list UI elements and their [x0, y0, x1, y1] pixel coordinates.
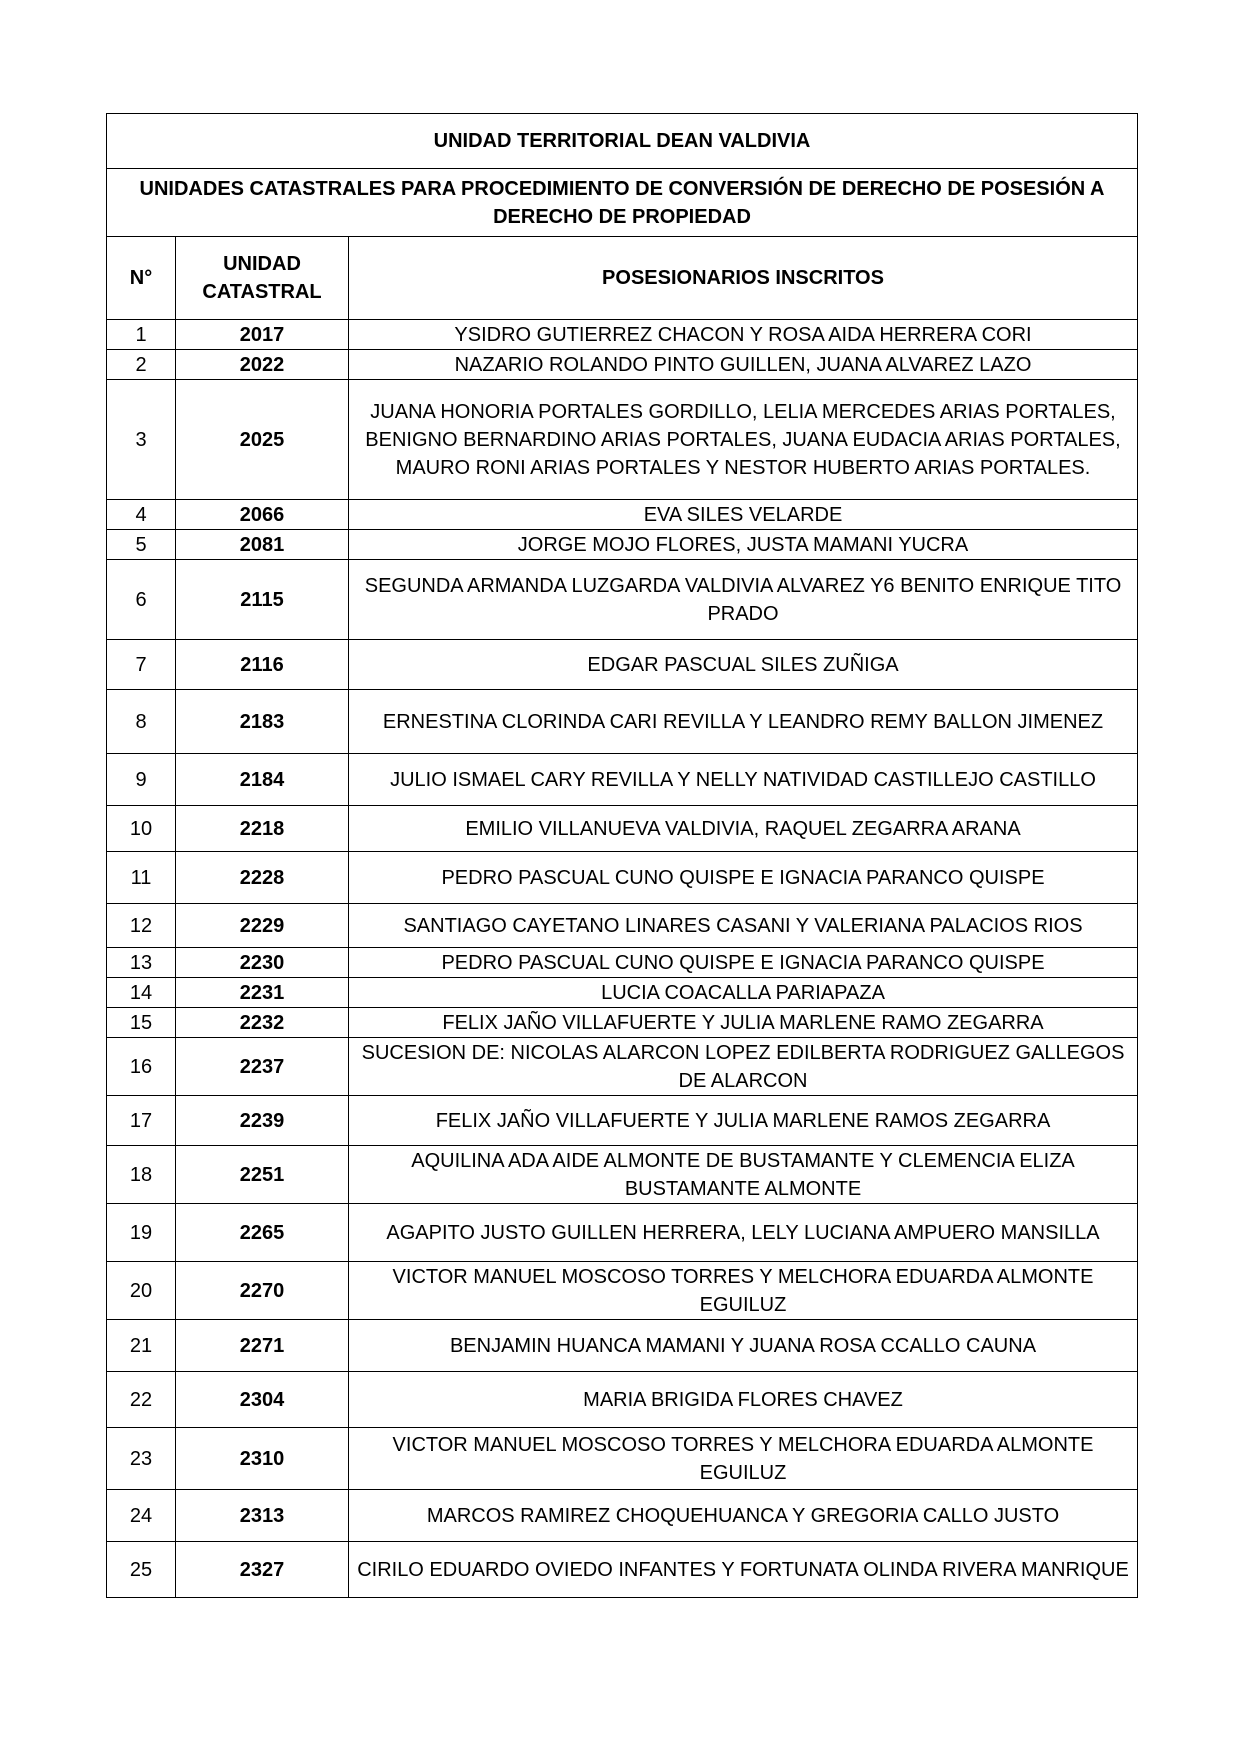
holders-cell: SUCESION DE: NICOLAS ALARCON LOPEZ EDILBERTA RODRIGUEZ GALLEGOS DE ALARCON — [349, 1038, 1138, 1096]
row-number: 6 — [107, 560, 176, 640]
cadastral-unit: 2022 — [176, 350, 349, 380]
table-row — [107, 1320, 1138, 1372]
holders-cell: ERNESTINA CLORINDA CARI REVILLA Y LEANDRO REMY BALLON JIMENEZ — [349, 690, 1138, 754]
cadastral-unit: 2025 — [176, 380, 349, 500]
cadastral-unit: 2270 — [176, 1262, 349, 1320]
holders-cell: YSIDRO GUTIERREZ CHACON Y ROSA AIDA HERRERA CORI — [349, 320, 1138, 350]
holders-cell: LUCIA COACALLA PARIAPAZA — [349, 978, 1138, 1008]
row-number: 25 — [107, 1542, 176, 1598]
row-number: 15 — [107, 1008, 176, 1038]
row-number: 5 — [107, 530, 176, 560]
cadastral-unit: 2251 — [176, 1146, 349, 1204]
cadastral-unit: 2230 — [176, 948, 349, 978]
table-row — [107, 1008, 1138, 1038]
row-number: 14 — [107, 978, 176, 1008]
cadastral-unit: 2313 — [176, 1490, 349, 1542]
cadastral-unit: 2231 — [176, 978, 349, 1008]
table-row — [107, 1372, 1138, 1428]
cadastral-unit: 2183 — [176, 690, 349, 754]
table-row — [107, 1038, 1138, 1096]
row-number: 11 — [107, 852, 176, 904]
row-number: 2 — [107, 350, 176, 380]
table-row — [107, 350, 1138, 380]
row-number: 23 — [107, 1428, 176, 1490]
column-header-number: N° — [107, 237, 176, 320]
holders-cell: EVA SILES VELARDE — [349, 500, 1138, 530]
cadastral-unit: 2265 — [176, 1204, 349, 1262]
cadastral-unit: 2310 — [176, 1428, 349, 1490]
holders-cell: JUANA HONORIA PORTALES GORDILLO, LELIA MERCEDES ARIAS PORTALES, BENIGNO BERNARDINO ARIAS PORTALES, JUANA EUDACIA ARIAS PORTALES, MAURO RONI ARIAS PORTALES Y NESTOR HUBERTO ARIAS PORTALES. — [349, 380, 1138, 500]
table-row — [107, 852, 1138, 904]
row-number: 24 — [107, 1490, 176, 1542]
table-row — [107, 640, 1138, 690]
column-header-row — [107, 237, 1138, 320]
row-number: 16 — [107, 1038, 176, 1096]
row-number: 1 — [107, 320, 176, 350]
holders-cell: EMILIO VILLANUEVA VALDIVIA, RAQUEL ZEGARRA ARANA — [349, 806, 1138, 852]
table-row — [107, 1428, 1138, 1490]
table-row — [107, 1490, 1138, 1542]
holders-cell: PEDRO PASCUAL CUNO QUISPE E IGNACIA PARANCO QUISPE — [349, 852, 1138, 904]
holders-cell: FELIX JAÑO VILLAFUERTE Y JULIA MARLENE RAMO ZEGARRA — [349, 1008, 1138, 1038]
cadastral-unit: 2232 — [176, 1008, 349, 1038]
holders-cell: MARCOS RAMIREZ CHOQUEHUANCA Y GREGORIA CALLO JUSTO — [349, 1490, 1138, 1542]
cadastral-unit: 2066 — [176, 500, 349, 530]
row-number: 10 — [107, 806, 176, 852]
holders-cell: JORGE MOJO FLORES, JUSTA MAMANI YUCRA — [349, 530, 1138, 560]
cadastral-unit: 2017 — [176, 320, 349, 350]
table-row — [107, 1096, 1138, 1146]
table-row — [107, 560, 1138, 640]
row-number: 4 — [107, 500, 176, 530]
holders-cell: FELIX JAÑO VILLAFUERTE Y JULIA MARLENE RAMOS ZEGARRA — [349, 1096, 1138, 1146]
table-row — [107, 978, 1138, 1008]
holders-cell: SEGUNDA ARMANDA LUZGARDA VALDIVIA ALVAREZ Y6 BENITO ENRIQUE TITO PRADO — [349, 560, 1138, 640]
row-number: 18 — [107, 1146, 176, 1204]
holders-cell: BENJAMIN HUANCA MAMANI Y JUANA ROSA CCALLO CAUNA — [349, 1320, 1138, 1372]
table-row — [107, 1262, 1138, 1320]
cadastral-unit: 2115 — [176, 560, 349, 640]
table-row — [107, 904, 1138, 948]
cadastral-unit: 2304 — [176, 1372, 349, 1428]
title-row — [107, 114, 1138, 169]
cadastral-unit: 2271 — [176, 1320, 349, 1372]
subtitle-row — [107, 169, 1138, 237]
cadastral-unit: 2184 — [176, 754, 349, 806]
table-row — [107, 754, 1138, 806]
cadastral-unit: 2218 — [176, 806, 349, 852]
row-number: 22 — [107, 1372, 176, 1428]
table-row — [107, 690, 1138, 754]
document-title: UNIDAD TERRITORIAL DEAN VALDIVIA — [107, 114, 1138, 169]
row-number: 12 — [107, 904, 176, 948]
table-row — [107, 530, 1138, 560]
column-header-cadastral-unit — [176, 237, 349, 320]
column-header-cadastral-unit-text: UNIDAD CATASTRAL — [202, 253, 322, 303]
holders-cell: PEDRO PASCUAL CUNO QUISPE E IGNACIA PARANCO QUISPE — [349, 948, 1138, 978]
column-header-holders: POSESIONARIOS INSCRITOS — [349, 237, 1138, 320]
table-row — [107, 380, 1138, 500]
holders-cell: VICTOR MANUEL MOSCOSO TORRES Y MELCHORA EDUARDA ALMONTE EGUILUZ — [349, 1262, 1138, 1320]
row-number: 3 — [107, 380, 176, 500]
cadastral-unit: 2237 — [176, 1038, 349, 1096]
table-row — [107, 1542, 1138, 1598]
cadastral-unit: 2327 — [176, 1542, 349, 1598]
table-row — [107, 948, 1138, 978]
row-number: 17 — [107, 1096, 176, 1146]
holders-cell: NAZARIO ROLANDO PINTO GUILLEN, JUANA ALVAREZ LAZO — [349, 350, 1138, 380]
holders-cell: JULIO ISMAEL CARY REVILLA Y NELLY NATIVIDAD CASTILLEJO CASTILLO — [349, 754, 1138, 806]
table-row — [107, 320, 1138, 350]
row-number: 19 — [107, 1204, 176, 1262]
table-row — [107, 1204, 1138, 1262]
holders-cell: AQUILINA ADA AIDE ALMONTE DE BUSTAMANTE Y CLEMENCIA ELIZA BUSTAMANTE ALMONTE — [349, 1146, 1138, 1204]
holders-cell: MARIA BRIGIDA FLORES CHAVEZ — [349, 1372, 1138, 1428]
cadastral-unit: 2228 — [176, 852, 349, 904]
holders-cell: CIRILO EDUARDO OVIEDO INFANTES Y FORTUNATA OLINDA RIVERA MANRIQUE — [349, 1542, 1138, 1598]
table-row — [107, 806, 1138, 852]
holders-cell: AGAPITO JUSTO GUILLEN HERRERA, LELY LUCIANA AMPUERO MANSILLA — [349, 1204, 1138, 1262]
row-number: 9 — [107, 754, 176, 806]
document-subtitle: UNIDADES CATASTRALES PARA PROCEDIMIENTO DE CONVERSIÓN DE DERECHO DE POSESIÓN A DERECHO DE PROPIEDAD — [107, 169, 1138, 237]
table-row — [107, 1146, 1138, 1204]
row-number: 20 — [107, 1262, 176, 1320]
holders-cell: SANTIAGO CAYETANO LINARES CASANI Y VALERIANA PALACIOS RIOS — [349, 904, 1138, 948]
row-number: 7 — [107, 640, 176, 690]
cadastral-unit: 2081 — [176, 530, 349, 560]
cadastral-unit: 2116 — [176, 640, 349, 690]
cadastral-table — [106, 113, 1138, 1598]
table-row — [107, 500, 1138, 530]
holders-cell: VICTOR MANUEL MOSCOSO TORRES Y MELCHORA EDUARDA ALMONTE EGUILUZ — [349, 1428, 1138, 1490]
holders-cell: EDGAR PASCUAL SILES ZUÑIGA — [349, 640, 1138, 690]
cadastral-unit: 2229 — [176, 904, 349, 948]
row-number: 21 — [107, 1320, 176, 1372]
cadastral-unit: 2239 — [176, 1096, 349, 1146]
row-number: 8 — [107, 690, 176, 754]
row-number: 13 — [107, 948, 176, 978]
